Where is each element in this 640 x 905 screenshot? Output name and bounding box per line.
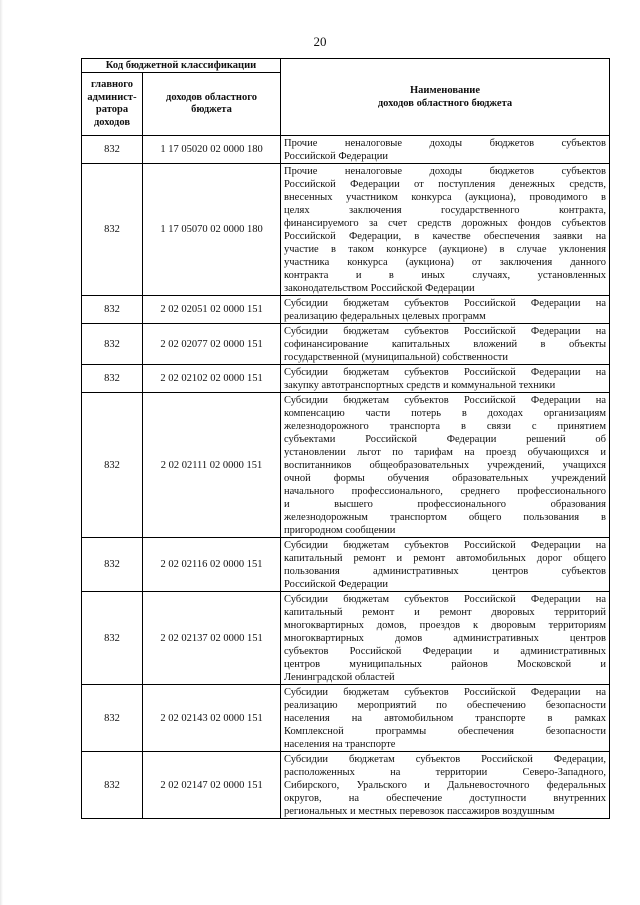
income-name-cell bbox=[281, 324, 610, 365]
income-name-line: Сибирского, Уральского и Дальневосточного федеральных bbox=[284, 780, 606, 791]
income-name-line: участие в таком конкурсе (аукционе) в случае уклонения bbox=[284, 244, 606, 255]
admin-code-cell: 832 bbox=[82, 296, 143, 324]
income-name-line: субъектов Российской Федерации и административных bbox=[284, 646, 606, 657]
header-col-code-line: доходов областного bbox=[166, 91, 257, 103]
income-code-cell: 2 02 02111 02 0000 151 bbox=[143, 393, 281, 538]
income-name-line: закупку автотранспортных средств и коммунальной техники bbox=[284, 380, 556, 391]
income-name-line: Прочие неналоговые доходы бюджетов субъектов bbox=[284, 166, 606, 177]
income-name-line: Комплексной программы обеспечения безопасности bbox=[284, 726, 606, 737]
income-name-line: капитальный ремонт и ремонт автомобильных дорог общего bbox=[284, 553, 606, 564]
table-row bbox=[82, 592, 610, 685]
income-name-cell bbox=[281, 365, 610, 393]
income-code-cell: 2 02 02116 02 0000 151 bbox=[143, 538, 281, 592]
income-name-line: пригородном сообщении bbox=[284, 525, 396, 536]
table-row bbox=[82, 324, 610, 365]
admin-code-cell: 832 bbox=[82, 136, 143, 164]
income-name-line: субъектами Российской Федерации решений об bbox=[284, 434, 606, 445]
header-col-name-line: Наименование bbox=[410, 85, 480, 96]
income-name-line: региональных и местных перевозок пассажиров воздушным bbox=[284, 806, 555, 817]
income-name-line: Российской Федерации, в качестве обеспечения заявки на bbox=[284, 231, 606, 242]
income-name-line: пользования административных центров субъектов bbox=[284, 566, 606, 577]
income-name-line: внесенных участником конкурса (аукциона), проводимого в bbox=[284, 192, 606, 203]
income-name-line: Ленинградской областей bbox=[284, 672, 395, 683]
header-col-code bbox=[143, 73, 281, 136]
income-name-line: Субсидии бюджетам субъектов Российской Федерации на bbox=[284, 594, 606, 605]
income-code-cell: 1 17 05070 02 0000 180 bbox=[143, 164, 281, 296]
budget-classification-table bbox=[81, 58, 610, 819]
income-name-line: Субсидии бюджетам субъектов Российской Федерации на bbox=[284, 395, 606, 406]
page-number: 20 bbox=[313, 34, 327, 49]
income-name-line: Субсидии бюджетам субъектов Российской Федерации на bbox=[284, 540, 606, 551]
income-name-cell bbox=[281, 538, 610, 592]
table-row bbox=[82, 296, 610, 324]
table-row bbox=[82, 752, 610, 819]
table-row bbox=[82, 365, 610, 393]
income-name-line: Субсидии бюджетам субъектов Российской Федерации на bbox=[284, 687, 606, 698]
income-name-line: Субсидии бюджетам субъектов Российской Федерации, bbox=[284, 754, 606, 765]
income-name-line: реализацию федеральных целевых программ bbox=[284, 311, 486, 322]
income-code-cell: 2 02 02137 02 0000 151 bbox=[143, 592, 281, 685]
income-name-line: воспитанников общеобразовательных учреждений, учащихся bbox=[284, 460, 606, 471]
income-name-cell bbox=[281, 136, 610, 164]
income-name-line: населения на автомобильном транспорте в рамках bbox=[284, 713, 606, 724]
admin-code-cell: 832 bbox=[82, 393, 143, 538]
income-name-line: софинансирование капитальных вложений в объекты bbox=[284, 339, 606, 350]
income-name-cell bbox=[281, 752, 610, 819]
admin-code-cell: 832 bbox=[82, 592, 143, 685]
income-name-line: Российской Федерации bbox=[284, 579, 388, 590]
header-col-name-line: доходов областного бюджета bbox=[377, 98, 513, 109]
income-name-cell bbox=[281, 164, 610, 296]
header-col-code-line: бюджета bbox=[191, 104, 232, 115]
income-name-line: начального профессионального, среднего профессионального bbox=[284, 486, 606, 497]
income-name-line: Субсидии бюджетам субъектов Российской Федерации на bbox=[284, 326, 606, 337]
income-name-line: Субсидии бюджетам субъектов Российской Федерации на bbox=[284, 367, 606, 378]
income-code-cell: 2 02 02102 02 0000 151 bbox=[143, 365, 281, 393]
header-col-name bbox=[281, 59, 610, 136]
income-name-cell bbox=[281, 296, 610, 324]
header-group-title: Код бюджетной классификации bbox=[82, 59, 281, 73]
income-code-cell: 2 02 02147 02 0000 151 bbox=[143, 752, 281, 819]
header-col-admin-line: админист- bbox=[87, 91, 137, 103]
table-row bbox=[82, 164, 610, 296]
income-code-cell: 2 02 02143 02 0000 151 bbox=[143, 685, 281, 752]
table-body bbox=[82, 136, 610, 819]
income-name-line: целях заключения государственного контракта, bbox=[284, 205, 606, 216]
income-name-line: очной формы обучения образовательных учреждений bbox=[284, 473, 606, 484]
income-name-line: многоквартирных домов административных центров bbox=[284, 633, 606, 644]
income-name-line: округов, на обеспечение доступности внутренних bbox=[284, 793, 606, 804]
header-col-admin-line: доходов bbox=[93, 116, 131, 128]
header-col-admin bbox=[82, 73, 143, 136]
income-name-line: центров муниципальных районов Московской и bbox=[284, 659, 606, 670]
income-name-line: реализацию мероприятий по обеспечению безопасности bbox=[284, 700, 606, 711]
income-name-line: и высшего профессионального образования bbox=[284, 499, 606, 510]
income-name-line: Российской Федерации bbox=[284, 151, 388, 162]
income-code-cell: 2 02 02077 02 0000 151 bbox=[143, 324, 281, 365]
income-name-line: многоквартирных домов, проездов к дворовым территориям bbox=[284, 620, 606, 631]
income-name-line: населения на транспорте bbox=[284, 739, 396, 750]
income-code-cell: 1 17 05020 02 0000 180 bbox=[143, 136, 281, 164]
admin-code-cell: 832 bbox=[82, 685, 143, 752]
income-name-line: контракта и в иных случаях, установленных bbox=[284, 270, 606, 281]
table-row bbox=[82, 393, 610, 538]
income-name-line: компенсацию части потерь в доходах организациям bbox=[284, 408, 606, 419]
income-name-cell bbox=[281, 393, 610, 538]
income-name-cell bbox=[281, 592, 610, 685]
income-code-cell: 2 02 02051 02 0000 151 bbox=[143, 296, 281, 324]
income-name-line: финансируемого за счет средств дорожных фондов субъектов bbox=[284, 218, 606, 229]
table-row bbox=[82, 538, 610, 592]
admin-code-cell: 832 bbox=[82, 324, 143, 365]
income-name-line: железнодорожным транспортом общего пользования в bbox=[284, 512, 606, 523]
header-col-admin-line: главного bbox=[90, 79, 134, 90]
admin-code-cell: 832 bbox=[82, 164, 143, 296]
table-row bbox=[82, 685, 610, 752]
table-row bbox=[82, 136, 610, 164]
admin-code-cell: 832 bbox=[82, 752, 143, 819]
income-name-line: расположенных на территории Северо-Западного, bbox=[284, 767, 606, 778]
income-name-line: участника конкурса (аукциона) от заключения данного bbox=[284, 257, 606, 268]
admin-code-cell: 832 bbox=[82, 538, 143, 592]
admin-code-cell: 832 bbox=[82, 365, 143, 393]
income-name-line: Прочие неналоговые доходы бюджетов субъектов bbox=[284, 138, 606, 149]
income-name-line: капитальный ремонт и ремонт дворовых территорий bbox=[284, 607, 606, 618]
scan-edge bbox=[0, 0, 3, 905]
income-name-line: государственной (муниципальной) собственности bbox=[284, 352, 509, 363]
income-name-line: Российской Федерации от поступления денежных средств, bbox=[284, 179, 606, 190]
income-name-line: законодательством Российской Федерации bbox=[284, 283, 475, 294]
income-name-line: установлении льгот по тарифам на проезд обучающихся и bbox=[284, 447, 606, 458]
income-name-cell bbox=[281, 685, 610, 752]
header-col-admin-line: ратора bbox=[95, 104, 129, 115]
income-name-line: Субсидии бюджетам субъектов Российской Федерации на bbox=[284, 298, 606, 309]
income-name-line: железнодорожного транспорта в связи с принятием bbox=[284, 421, 606, 432]
